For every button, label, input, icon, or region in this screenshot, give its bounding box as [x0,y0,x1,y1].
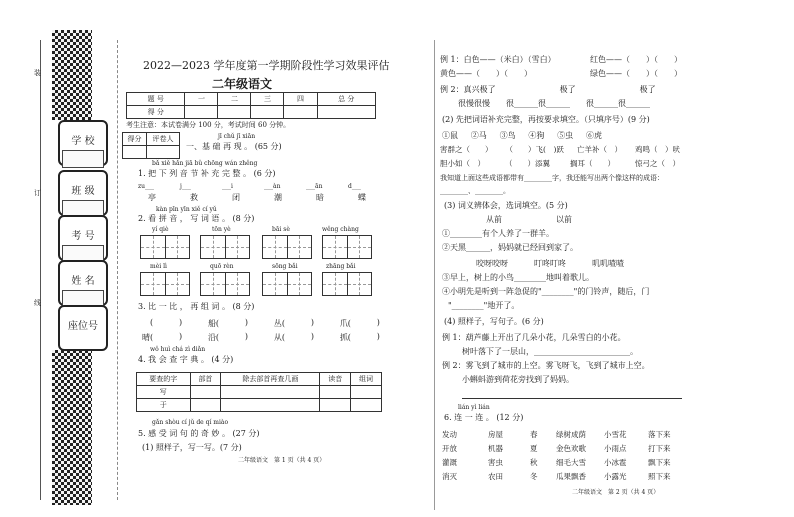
match-item[interactable]: 瓜果飘香 [556,472,586,481]
score-cell[interactable] [284,106,317,119]
idioms-row-2 [440,158,680,169]
score-cell: 得 分 [127,106,185,119]
match-item[interactable]: 发动 [442,430,457,439]
dict-cell[interactable] [190,399,221,412]
score-cell: 三 [251,93,284,106]
ex5: 例 2：雾飞到了城市的上空。雾飞呀飞，飞到了城市上空。 [442,361,650,370]
match-item[interactable]: 金色欢歌 [556,444,586,453]
dict-cell[interactable] [221,386,320,399]
ex2b: 绿色——（ ）（ ） [590,69,682,78]
score-cell: 二 [218,93,251,106]
dict-char: 写 [137,386,191,399]
notice: 考生注意：本试卷满分 100 分，考试时间 60 分钟。 [126,121,291,129]
match-item[interactable]: 夏 [530,444,538,453]
match-item[interactable]: 机器 [488,444,503,453]
fill-4b: "________"地开了。 [448,301,520,310]
dict-char: 于 [137,399,191,412]
idiom: （ ）飞( )跃 [505,145,564,154]
match-item[interactable]: 秋 [530,458,538,467]
fill-4: ④小明先是听到一阵急促的"________"的门铃声，随后，门 [442,287,650,296]
q1-initial: ___ān [306,183,323,190]
q2-word-pinyin: zhāng bǎi [326,263,356,270]
idiom: 害群之（ ） [440,145,493,154]
writing-grid[interactable] [322,272,372,296]
q3-item: 爪( [339,319,351,328]
page-divider [434,40,435,510]
q1-char: 救 [190,193,198,202]
q3-item: ) [178,332,183,341]
q3-item: ) [310,318,314,327]
score-cell[interactable] [218,106,251,119]
idiom: 搁耳（ ） [570,159,615,168]
score-cell[interactable] [185,106,218,119]
writing-grid[interactable] [200,235,250,259]
q4-title: 4. 我 会 查 字 典 。 (4 分) [138,355,234,364]
animal-item: ⑤虫 [557,131,574,140]
match-item[interactable]: 小雨点 [604,444,627,453]
writing-grid[interactable] [200,272,250,296]
q3-item: 从( [273,333,285,342]
r-q6-title: 6. 连 一 连 。 (12 分) [444,413,524,422]
dict-cell[interactable] [190,386,221,399]
answer-line[interactable] [462,398,682,399]
dict-header: 组词 [351,373,382,386]
q1-char: 暗 [316,193,324,202]
ex4: 例 1：葫芦藤上开出了几朵小花，几朵雪白的小花。 [442,333,626,342]
choice-word: 以前 [556,215,572,224]
choice-word2: 叽叽喳喳 [592,259,624,268]
match-item[interactable]: 害虫 [488,458,503,467]
animal-item: ③鸟 [499,131,516,140]
grader-cell[interactable] [123,146,147,159]
score-cell[interactable] [317,106,376,119]
q5-pinyin: gǎn shòu cí jǔ de qí miào [152,419,229,426]
fill-1: ①________有个人养了一群羊。 [442,229,554,238]
q3-row-2 [142,332,380,343]
match-item[interactable]: 细毛大雪 [556,458,586,467]
match-item[interactable]: 照下来 [648,472,671,481]
q2-word-pinyin: wěng chàng [322,226,359,233]
q2-word-pinyin: tōn yè [212,226,231,233]
ex2a: 黄色——（ ）（ ） [440,69,532,78]
idiom: （ ）添翼 [505,159,550,168]
match-col [530,428,538,484]
writing-grid[interactable] [140,235,190,259]
ex1b: 红色——（ ）（ ） [590,55,682,64]
q1-char: 潮 [274,193,282,202]
idiom: 鸡鸣（ ）吠 [635,145,680,154]
q1-char: 蝶 [358,193,366,202]
q1-initial: ___àn [264,183,281,190]
animal-item: ⑥虎 [585,131,602,140]
idiom: 亡羊补（ ） [576,145,622,154]
q1-char: 亭 [148,193,156,202]
q2-word-pinyin: yí qiè [152,226,169,233]
idiom: 胆小如（ ） [440,159,485,168]
q3-item: ) [310,332,314,341]
q2-title: 2. 看 拼 音 ， 写 词 语 。 (8 分) [138,214,255,223]
dict-header: 部首 [190,373,221,386]
match-col [488,428,503,484]
exam-title: 2022—2023 学年度第一学期阶段性学习效果评估 [143,59,390,72]
q3-item: ) [244,332,249,341]
name-label: 姓 名 [71,276,95,287]
q3-item: 沿( [207,333,220,342]
r-q3-title: (3) 词义辨体会，选词填空。(5 分) [444,201,568,210]
score-cell: 一 [185,93,218,106]
margin-fill-line [117,40,118,500]
q1-initial: d___ [348,183,361,190]
dict-header: 除去部首再查几画 [221,373,320,386]
right-footer: 二年级语文 第 2 页（共 4 页） [572,489,660,496]
school-label: 学 校 [71,136,95,147]
q5-sub: (1) 照样子，写一写。(7 分) [142,443,242,452]
r-q4-title: (4) 照样子，写句子。(6 分) [444,317,544,326]
dict-cell[interactable] [320,399,351,412]
q2-word-pinyin: mèi lì [150,263,167,270]
class-label: 班 级 [71,186,95,197]
match-item[interactable]: 冬 [530,472,538,481]
sec1-title: 一、基 础 再 现 。 (65 分) [186,142,282,151]
q3-item: 船( [207,319,220,328]
checker-pattern-bottom [52,350,92,505]
match-item[interactable]: 春 [530,430,538,439]
animal-options [442,130,602,141]
ex3: 例 2：真兴极了 极了 极了 [440,85,656,94]
subject-title: 二年级语文 [212,77,273,91]
choice-word2: 咬呀咬呀 [476,259,508,268]
score-cell: 题 号 [127,93,185,106]
match-item[interactable]: 小雪花 [604,430,627,439]
dict-cell[interactable] [320,386,351,399]
animal-item: ①鼠 [442,131,458,140]
seal-label-mid: 订 [34,189,41,197]
q1-initial: zu___ [138,183,155,190]
left-footer: 二年级语文 第 1 页（共 4 页） [238,457,326,464]
ex4-answer: 树叶落下了一层山，________________________。 [462,347,638,356]
r-q6-pinyin: lián yì lián [458,404,490,411]
q2-pinyin: kàn pīn yīn xiě cí yǔ [156,206,217,213]
writing-grid[interactable] [262,272,312,296]
r-q2-title: (2) 先把词语补充完整，再按要求填空。（只填序号）(9 分) [442,115,650,124]
grader-cell[interactable] [147,146,180,159]
q3-item: ) [244,318,249,327]
dict-header: 要查的字 [137,373,191,386]
score-cell: 总 分 [317,93,376,106]
q3-item: ) [376,318,380,327]
match-col [556,428,586,484]
q3-title: 3. 比 一 比 ， 再 组 词 。 (8 分) [138,302,255,311]
score-cell: 四 [284,93,317,106]
grader-table [122,132,180,159]
q1-pinyin: bǎ xiě hǎn jiā bǔ chōng wán zhěng [152,160,258,167]
q3-item: ( [150,318,154,327]
match-item[interactable]: 开放 [442,444,457,453]
q1-title: 1. 把 下 列 音 节 补 充 完 整 。 (6 分) [138,169,276,178]
grader-col: 评卷人 [147,133,180,146]
seat-label: 座位号 [68,321,98,332]
q3-item: 丛( [273,319,285,328]
ex3b: 很慢很慢 很______很______ 很______很______ [458,99,650,108]
grader-col: 得分 [123,133,147,146]
dict-cell[interactable] [351,399,382,412]
animal-item: ②马 [470,131,487,140]
sec1-pinyin: jī chǔ jī xiān [218,133,256,140]
match-item[interactable]: 落下来 [648,430,671,439]
dict-header: 读音 [320,373,351,386]
fill-3: ③早上，树上的小鸟________地叫着歌儿。 [442,273,594,282]
writing-grid[interactable] [140,272,190,296]
dict-cell[interactable] [351,386,382,399]
q2-word-pinyin: quō rèn [210,263,234,270]
q3-item: ) [376,332,380,341]
match-item[interactable]: 房屋 [488,430,503,439]
score-table [126,92,376,119]
match-item[interactable]: 小冰雹 [604,458,627,467]
seat-box [58,305,108,351]
q3-item: 抓( [339,333,351,342]
match-item[interactable]: 消灭 [442,472,457,481]
q5-title: 5. 感 受 词 句 的 奇 妙 。 (27 分) [138,429,260,438]
idiom-note: 我知道上面这些成语都带有________字，我还能写出两个像这样的成语：________、________。 [440,174,664,195]
match-item[interactable]: 小露光 [604,472,627,481]
idiom: 惊弓之（ ） [635,159,680,168]
match-item[interactable]: 绿树成荫 [556,430,586,439]
q1-initial: ___i [222,183,233,190]
ex5-answer: 小蝌蚪游到荷花旁找到了妈妈。 [462,375,574,384]
match-col [648,428,671,484]
writing-grid[interactable] [322,235,372,259]
checker-pattern-top [52,30,92,120]
choice-word2: 叮咚叮咚 [534,259,566,268]
q1-initial: j___ [180,183,191,190]
school-answer-box[interactable] [62,150,104,168]
ex1: 例 1：白色——（米白）（雪白） [440,55,556,64]
q2-word-pinyin: bāi sè [272,226,290,233]
match-item[interactable]: 飘下来 [648,458,671,467]
exam-no-label: 考 号 [71,231,95,242]
choice-word: 从前 [486,215,502,224]
q3-item: 晴( [142,333,154,342]
score-cell[interactable] [251,106,284,119]
dictionary-table [136,372,382,412]
q2-word-pinyin: sōng bǎi [272,263,298,270]
match-item[interactable]: 打下来 [648,444,671,453]
match-col [442,428,457,484]
q4-pinyin: wǒ huì chá zì diǎn [150,346,206,353]
match-item[interactable]: 农田 [488,472,503,481]
match-item[interactable]: 灌溉 [442,458,457,467]
match-col [604,428,627,484]
binding-line [40,40,41,500]
q3-item: ) [178,318,183,327]
seal-label-top: 装 [34,69,41,77]
animal-item: ④狗 [528,131,545,140]
seal-label-bot: 线 [34,299,41,307]
dict-cell[interactable] [221,399,320,412]
writing-grid[interactable] [262,235,312,259]
fill-2: ②天黑______，妈妈就已经回到家了。 [442,243,578,252]
q3-row-1 [150,318,380,329]
q1-char: 闭 [232,193,240,202]
idioms-row-1 [440,144,680,155]
